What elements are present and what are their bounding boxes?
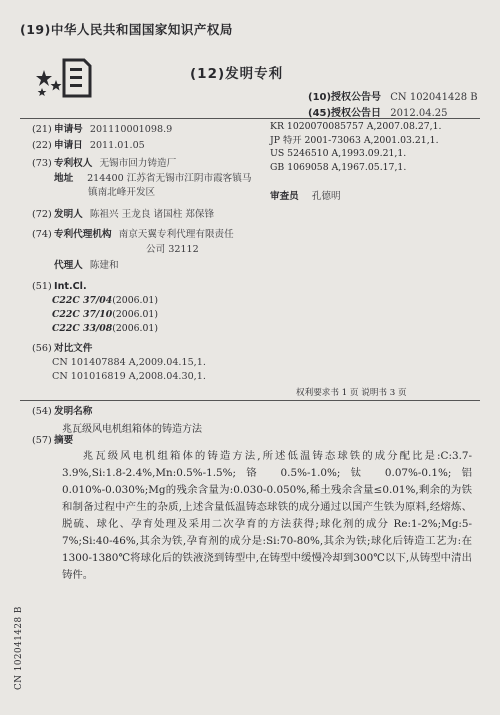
agency-line-1: 南京天翼专利代理有限责任 [118, 229, 234, 240]
inventors-field: (72) 发明人 陈祖兴 王龙良 诸国柱 郑保锋 [32, 209, 215, 220]
application-date-field: (22) 申请日 2011.01.05 [32, 140, 145, 151]
publication-date-value: 2012.04.25 [390, 108, 448, 119]
cnipa-emblem-icon [34, 52, 92, 102]
publication-number-row [308, 88, 478, 103]
intcl-field: (51) Int.Cl. [32, 281, 87, 292]
patentee-name: 无锡市回力铸造厂 [99, 158, 177, 169]
abstract-field: (57) 摘要 [32, 435, 74, 446]
agency-line-2: 公司 32112 [146, 244, 199, 255]
inventors-names: 陈祖兴 王龙良 诸国柱 郑保锋 [89, 209, 215, 220]
patentee-field: (73) 专利权人 无锡市回力铸造厂 [32, 158, 177, 169]
application-number-field: (21) 申请号 201110001098.9 [32, 124, 173, 135]
publication-number-value: CN 102041428 B [390, 92, 478, 103]
publication-date-label: (45)授权公告日 [308, 108, 382, 119]
invention-title: 兆瓦级风电机组箱体的铸造方法 [62, 424, 202, 435]
classification-item: C22C 33/08(2006.01) [52, 323, 158, 334]
page-counts: 权利要求书 1 页 说明书 3 页 [296, 388, 407, 398]
publication-number-label: (10)授权公告号 [308, 92, 382, 103]
agency-field: (74) 专利代理机构 南京天翼专利代理有限责任 [32, 229, 234, 240]
references-continued [270, 120, 441, 174]
classification-item: C22C 37/10(2006.01) [52, 309, 158, 320]
application-number: 201110001098.9 [89, 124, 173, 135]
classification-item: C22C 37/04(2006.01) [52, 295, 158, 306]
address-line-1: 214400 江苏省无锡市江阴市霞客镇马 [87, 173, 252, 184]
reference-item: GB 1069058 A,1967.05.17,1. [270, 161, 407, 173]
publication-date-row [308, 104, 448, 119]
reference-item: US 5246510 A,1993.09.21,1. [270, 148, 407, 159]
examiner-name: 孔德明 [311, 191, 341, 202]
reference-item: JP 特开 2001-73063 A,2001.03.21,1. [270, 134, 439, 146]
reference-item: CN 101016819 A,2008.04.30,1. [52, 371, 206, 382]
abstract-text: 兆瓦级风电机组箱体的铸造方法,所述低温铸态球铁的成分配比是:C:3.7-3.9%,Si:1.8-2.4%,Mn:0.5%-1.5%;铬 0.5%-1.0%;钛 0.07%-0.1%;铝 0.010%-0.030%;Mg的残余含量为:0.030-0.050%,稀土残余含量≤0.01%,剩余的为铁和制备过程中产生的杂质,上述含量低温铸态球铁的成分通过以国产生铁为原料,经熔炼、脱硫、球化、孕育处理及采用二次孕育的方法获得;球化剂的成分 Re:1-2%;Mg:5-7%;Si:40-46%,其余为铁,孕育剂的成分是:Si:70-80%,其余为铁;球化后铸造工艺为:在1300-1380℃将球化后的铁液浇到铸型中,在铸型中缓慢冷却到300℃以下,从铸型中清出铸件。 [62, 450, 472, 581]
address-field: 地址 214400 江苏省无锡市江阴市霞客镇马 [54, 173, 252, 184]
address-line-2: 镇南北峰开发区 [88, 187, 156, 198]
application-date: 2011.01.05 [89, 140, 145, 151]
section-divider [20, 400, 480, 401]
agent-field: 代理人 陈建和 [54, 260, 119, 271]
references-field: (56) 对比文件 [32, 343, 93, 354]
side-publication-number: CN 102041428 B [14, 606, 24, 690]
title-field: (54) 发明名称 [32, 406, 93, 417]
reference-item: CN 101407884 A,2009.04.15,1. [52, 357, 206, 368]
reference-item: KR 1020070085757 A,2007.08.27,1. [270, 121, 442, 132]
examiner-field: 审查员 孔德明 [270, 191, 341, 202]
office-name: (19)中华人民共和国国家知识产权局 [20, 22, 233, 37]
document-type: (12)发明专利 [190, 66, 284, 82]
agent-name: 陈建和 [89, 260, 119, 271]
header-divider [20, 118, 480, 119]
